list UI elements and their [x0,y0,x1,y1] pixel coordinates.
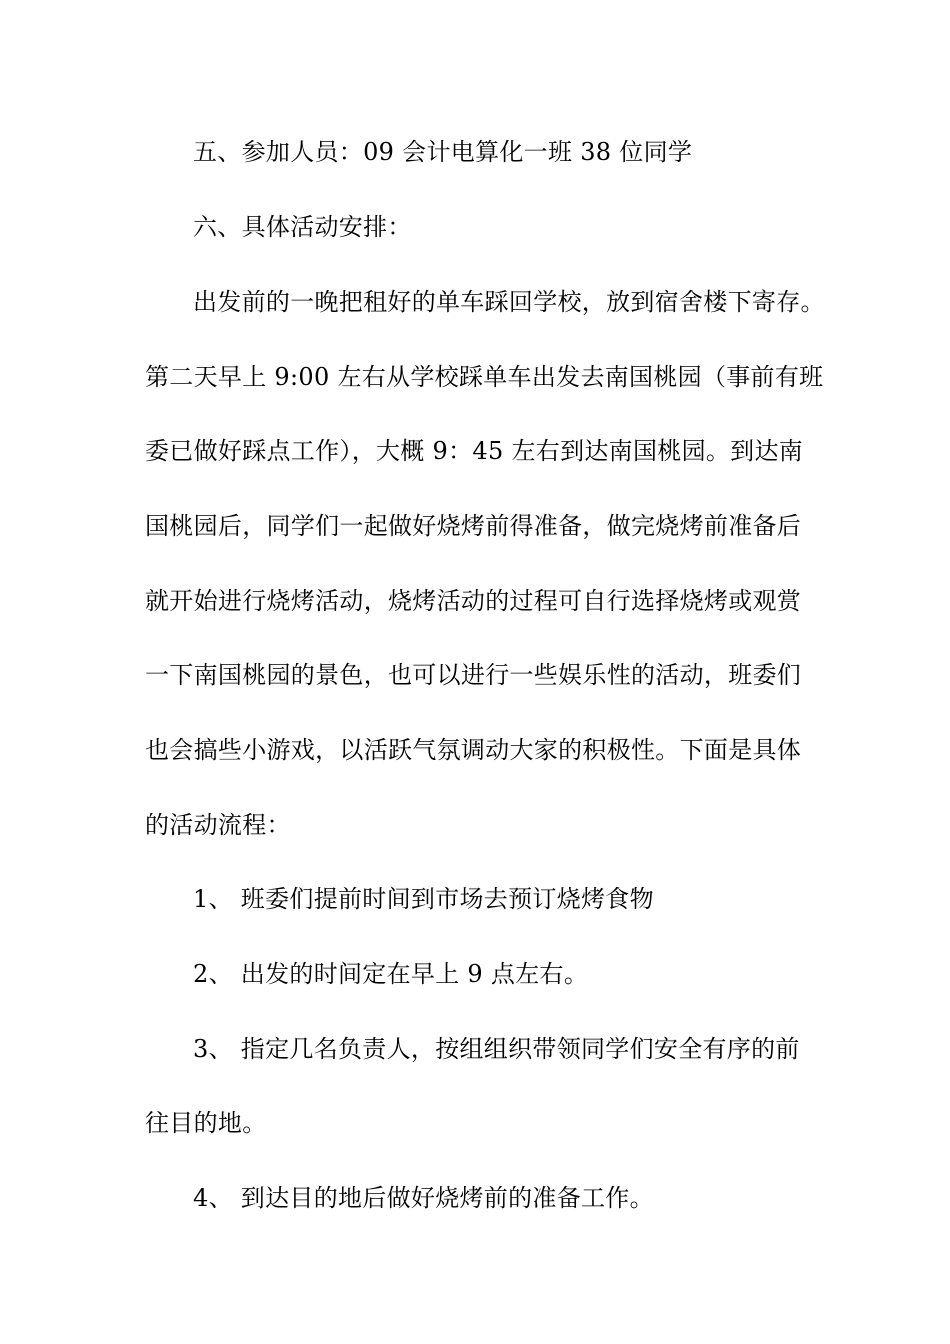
section-schedule-heading: 六、具体活动安排： [193,213,412,241]
list-item-continuation: 往目的地。 [145,1109,267,1137]
list-item: 2、 出发的时间定在早上 9 点左右。 [193,960,589,988]
paragraph-line: 第二天早上 9:00 左右从学校踩单车出发去南国桃园（事前有班 [145,363,824,391]
paragraph-line: 国桃园后，同学们一起做好烧烤前得准备，做完烧烤前准备后 [145,512,802,540]
paragraph-line: 委已做好踩点工作），大概 9：45 左右到达南国桃园。到达南 [145,437,804,465]
paragraph-line: 也会搞些小游戏，以活跃气氛调动大家的积极性。下面是具体 [145,736,802,764]
paragraph-line: 的活动流程： [145,811,291,839]
list-item: 1、 班委们提前时间到市场去预订烧烤食物 [193,885,654,913]
paragraph-line: 就开始进行烧烤活动，烧烤活动的过程可自行选择烧烤或观赏 [145,587,802,615]
paragraph-line: 出发前的一晚把租好的单车踩回学校，放到宿舍楼下寄存。 [193,288,825,316]
section-participants: 五、参加人员：09 会计电算化一班 38 位同学 [193,138,693,166]
list-item: 4、 到达目的地后做好烧烤前的准备工作。 [193,1184,654,1212]
paragraph-line: 一下南国桃园的景色，也可以进行一些娱乐性的活动，班委们 [145,661,802,689]
list-item: 3、 指定几名负责人，按组组织带领同学们安全有序的前 [193,1035,800,1063]
